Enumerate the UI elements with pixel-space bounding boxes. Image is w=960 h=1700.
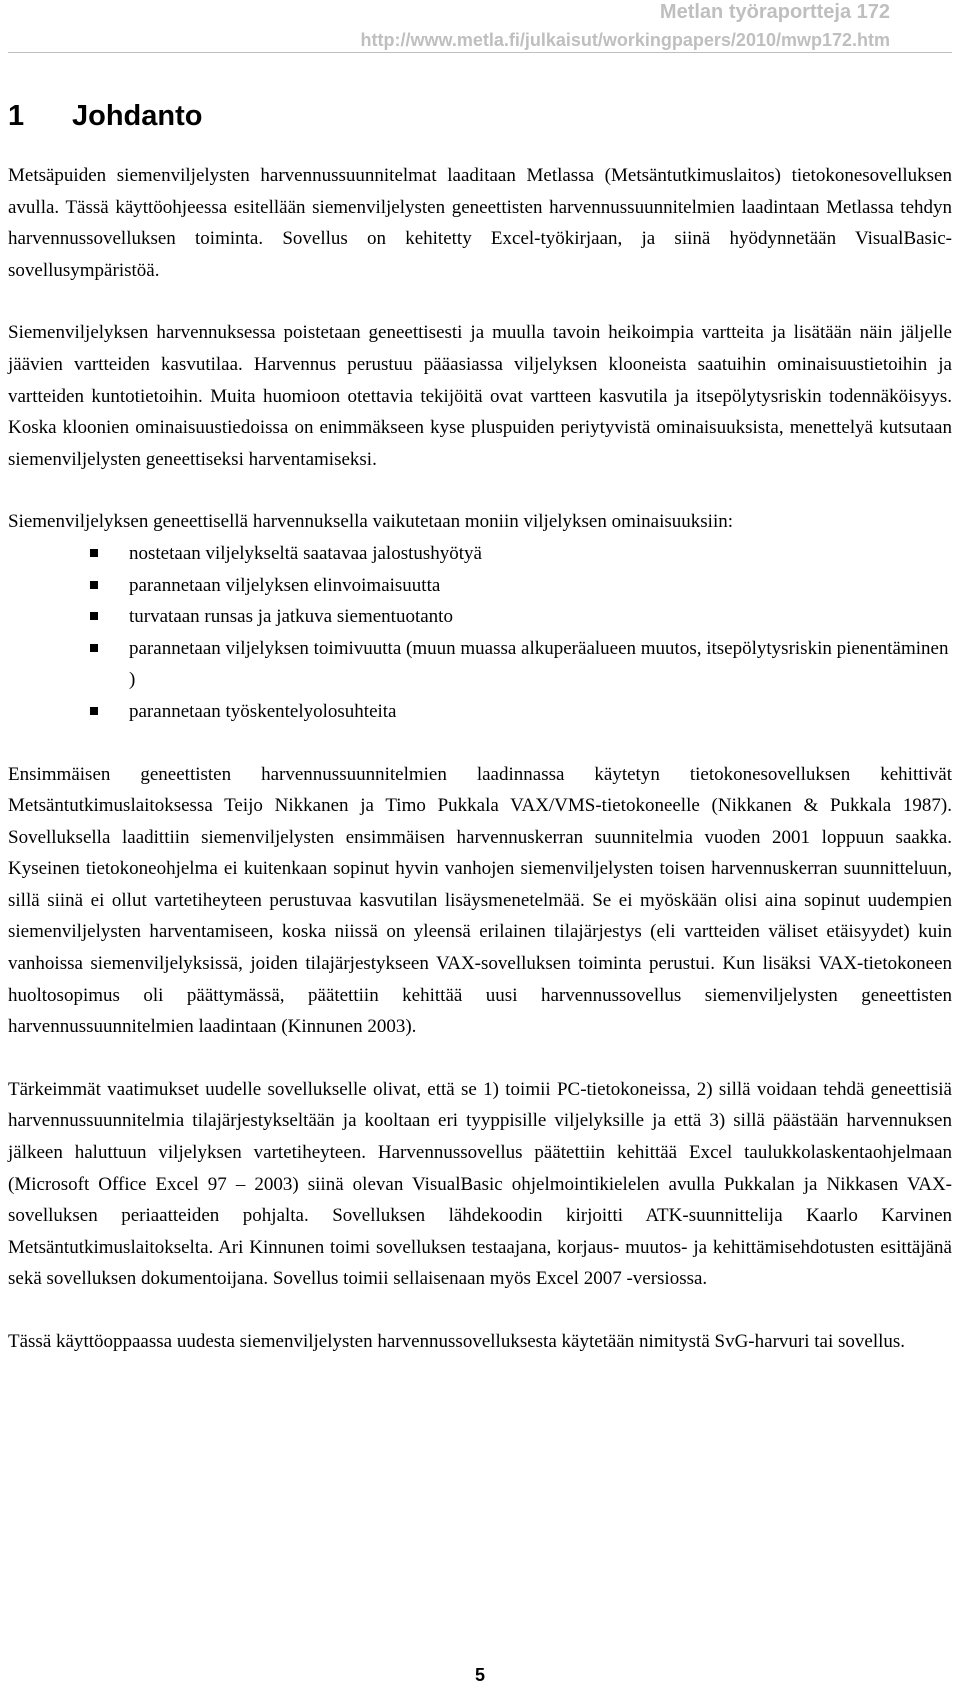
square-bullet-icon [90,644,98,652]
running-header [190,0,890,52]
paragraph-thinning: Siemenviljelyksen harvennuksessa poistetaan geneettisesti ja muulla tavoin heikoimpia vartteita ja lisätään näin jäljelle jäävien vartteiden kasvutilaa. Harvennus perustuu pääasiassa viljelyksen klooneista saatuihin ominaisuustietoihin ja vartteiden kuntotietoihin. Muita huomioon otettavia tekijöitä ovat vartteen kasvutila ja itsepölytysriskin todennäköisyys. Koska kloonien ominaisuustiedoissa on enimmäkseen kyse pluspuiden periytyvistä ominaisuuksista, menettelyä kutsutaan siemenviljelysten geneettiseksi harventamiseksi. [8,322,952,470]
series-title: Metlan työraportteja 172 [659,1,890,23]
list-item [8,570,952,602]
header-divider [8,52,952,53]
page-body [8,98,952,1389]
square-bullet-icon [90,549,98,557]
list-item [8,696,952,728]
paragraph-effects-intro: Siemenviljelyksen geneettisellä harvennuksella vaikutetaan moniin viljelyksen ominaisuuksiin: [8,511,734,533]
list-item-text: nostetaan viljelykseltä saatavaa jalostushyötyä [129,542,482,564]
list-item-text: parannetaan viljelyksen toimivuutta (muun muassa alkuperäalueen muutos, itsepölytysriskin pienentäminen ) [129,637,949,691]
square-bullet-icon [90,612,98,620]
paragraph-history: Ensimmäisen geneettisten harvennussuunnitelmien laadinnassa käytetyn tietokonesovelluksen kehittivät Metsäntutkimuslaitoksessa Teijo Nikkanen ja Timo Pukkala VAX/VMS-tietokoneelle (Nikkanen & Pukkala 1987). Sovelluksella laadittiin siemenviljelysten ensimmäisen harvennuskerran suunnitelmia vuoden 2001 loppuun saakka. Kyseinen tietokoneohjelma ei kuitenkaan sopinut hyvin vanhojen siemenviljelysten toisen harvennuskerran suunnitteluun, sillä siinä ei ollut vartetiheyteen perustuvaa kasvutilan lisäysmenetelmää. Se ei myöskään olisi aina sopinut uudempien siemenviljelysten harventamiseen, koska niissä on yleensä erilainen tilajärjestys (eli vartteiden väliset etäisyydet) kuin vanhoissa siemenviljelyksissä, joiden tilajärjestykseen VAX-sovelluksen toiminta perustui. Kun lisäksi VAX-tietokoneen huoltosopimus oli päättymässä, päätettiin kehittää uusi harvennussovellus siemenviljelysten geneettisten harvennussuunnitelmien laadintaan (Kinnunen 2003). [8,763,952,1038]
square-bullet-icon [90,581,98,589]
section-title: Johdanto [72,100,203,132]
list-item [8,633,952,696]
list-item-text: parannetaan työskentelyolosuhteita [129,700,397,722]
paragraph-intro: Metsäpuiden siemenviljelysten harvennussuunnitelmat laaditaan Metlassa (Metsäntutkimuslaitos) tietokonesovelluksen avulla. Tässä käyttöohjeessa esitellään siemenviljelysten geneettisten harvennussuunnitelmien laadintaan Metlassa tehdyn harvennussovelluksen toiminta. Sovellus on kehitetty Excel-työkirjaan, ja siinä hyödynnetään VisualBasic-sovellusympäristöä. [8,165,952,281]
effects-list [8,538,952,728]
list-item [8,538,952,570]
section-heading [8,98,952,134]
list-item-text: turvataan runsas ja jatkuva siementuotanto [129,606,453,628]
square-bullet-icon [90,707,98,715]
list-item [8,601,952,633]
section-number: 1 [8,100,25,132]
page-number: 5 [474,1665,485,1685]
paragraph-naming: Tässä käyttöoppaassa uudesta siemenviljelysten harvennussovelluksesta käytetään nimitystä SvG-harvuri tai sovellus. [8,1331,906,1352]
header-url-link[interactable]: http://www.metla.fi/julkaisut/workingpapers/2010/mwp172.htm [360,30,890,50]
list-item-text: parannetaan viljelyksen elinvoimaisuutta [129,574,441,596]
paragraph-requirements: Tärkeimmät vaatimukset uudelle sovellukselle olivat, että se 1) toimii PC-tietokoneissa, 2) sillä voidaan tehdä geneettisiä harvennussuunnitelmia tilajärjestykseltään ja kooltaan eri tyyppisille viljelyksille ja että 3) sillä päästään harvennuksen jälkeen haluttuun viljelyksen vartetiheyteen. Harvennussovellus päätettiin kehittää Excel taulukkolaskentaohjelmaan (Microsoft Office Excel 97 – 2003) siinä olevan VisualBasic ohjelmointikielelen avulla Pukkalan ja Nikkasen VAX-sovelluksen periaatteiden pohjalta. Sovelluksen lähdekoodin kirjoitti ATK-suunnittelija Kaarlo Karvinen Metsäntutkimuslaitokselta. Ari Kinnunen toimi sovelluksen testaajana, korjaus- muutos- ja kehittämisehdotusten esittäjänä sekä sovelluksen dokumentoijana. Sovellus toimii sellaisenaan myös Excel 2007 -versiossa. [8,1078,952,1290]
